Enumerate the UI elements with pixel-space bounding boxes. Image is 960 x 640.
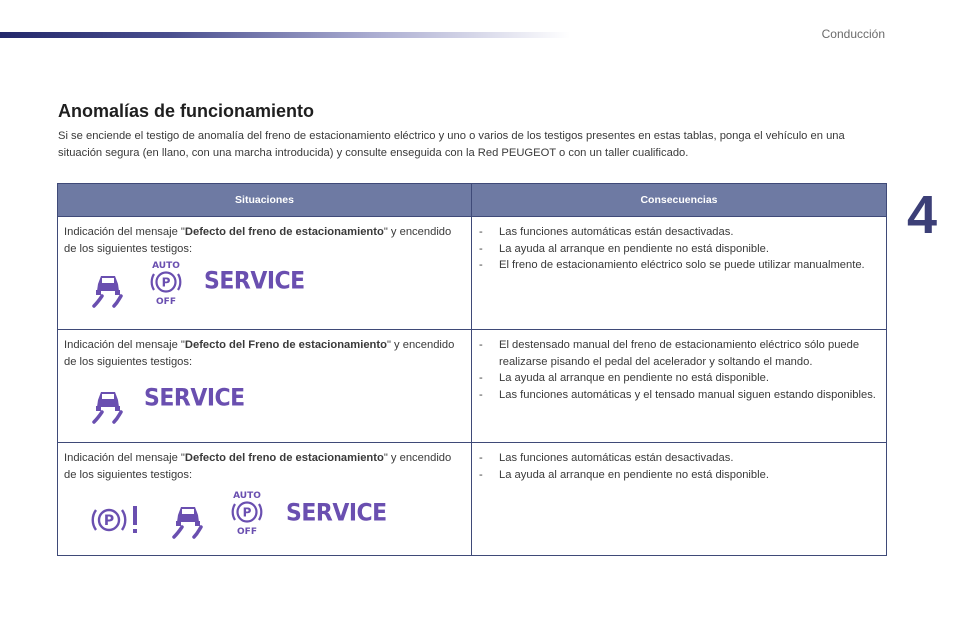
- svg-text:OFF: OFF: [156, 297, 176, 305]
- table-row: [58, 217, 887, 330]
- table-row: [58, 330, 887, 443]
- consequence-list: [478, 450, 880, 483]
- header-situaciones: Situaciones: [58, 184, 472, 217]
- parking-brake-fault-icon: [90, 503, 142, 537]
- header-consecuencias: Consecuencias: [472, 184, 887, 217]
- list-item: - Las funciones automáticas están desactivadas.: [479, 452, 734, 464]
- auto-park-off-icon: [146, 259, 186, 305]
- service-warning-icon: SERVICE: [286, 499, 387, 527]
- list-item: - Las funciones automáticas están desactivadas.: [479, 226, 734, 238]
- warning-lights: [64, 263, 465, 323]
- situation-text: Indicación del mensaje "Defecto del Freno de estacionamiento" y encendido de los siguientes testigos:: [64, 339, 455, 368]
- consequence-list: [478, 337, 880, 403]
- chapter-number: 4: [906, 185, 938, 245]
- service-warning-icon: SERVICE: [144, 384, 245, 412]
- svg-text:AUTO: AUTO: [152, 261, 180, 271]
- situation-cell: [58, 443, 472, 556]
- message-name: Defecto del freno de estacionamiento: [184, 452, 384, 464]
- list-item: - El freno de estacionamiento eléctrico solo se puede utilizar manualmente.: [479, 259, 865, 271]
- situation-cell: [58, 217, 472, 330]
- warning-lights: [64, 376, 465, 436]
- list-item: - Las funciones automáticas y el tensado manual siguen estando disponibles.: [479, 388, 876, 401]
- service-warning-icon: SERVICE: [204, 267, 305, 295]
- situation-text: Indicación del mensaje "Defecto del freno de estacionamiento" y encendido de los siguientes testigos:: [64, 452, 452, 481]
- list-item: - El destensado manual del freno de estacionamiento eléctrico sólo puede realizarse pisando el pedal del acelerador y soltando el mando.: [479, 339, 860, 368]
- list-item: - La ayuda al arranque en pendiente no está disponible.: [479, 242, 769, 255]
- consequence-cell: [472, 330, 887, 443]
- consequence-cell: [472, 443, 887, 556]
- svg-text:AUTO: AUTO: [233, 491, 261, 501]
- stability-control-icon: [88, 268, 128, 308]
- auto-park-off-icon: [227, 489, 267, 535]
- message-name: Defecto del freno de estacionamiento: [184, 226, 384, 238]
- situation-cell: [58, 330, 472, 443]
- list-item: - La ayuda al arranque en pendiente no está disponible.: [479, 372, 769, 384]
- header-gradient-bar: [0, 32, 570, 38]
- page-title: Anomalías de funcionamiento: [58, 101, 315, 121]
- stability-control-icon: [88, 384, 128, 424]
- svg-text:P: P: [242, 505, 252, 520]
- situation-text: Indicación del mensaje "Defecto del freno de estacionamiento" y encendido de los siguientes testigos:: [64, 226, 452, 255]
- consequence-cell: [472, 217, 887, 330]
- consequence-list: [478, 224, 880, 274]
- stability-control-icon: [168, 499, 208, 539]
- anomalies-table: [57, 183, 887, 556]
- list-item: - La ayuda al arranque en pendiente no está disponible.: [479, 468, 769, 481]
- table-row: [58, 443, 887, 556]
- intro-paragraph: Si se enciende el testigo de anomalía del freno de estacionamiento eléctrico y uno o varios de los testigos presentes en estas tablas, ponga el vehículo en una situación segura (en llano, con una marcha introducida) y consulte enseguida con la Red PEUGEOT o con un taller cualificado.: [58, 130, 845, 159]
- section-label: Conducción: [821, 27, 885, 41]
- table-header-row: [58, 184, 887, 217]
- svg-text:OFF: OFF: [237, 527, 257, 535]
- message-name: Defecto del Freno de estacionamiento: [184, 339, 387, 351]
- svg-text:P: P: [103, 513, 115, 529]
- warning-lights: [64, 489, 465, 549]
- svg-text:P: P: [161, 275, 171, 290]
